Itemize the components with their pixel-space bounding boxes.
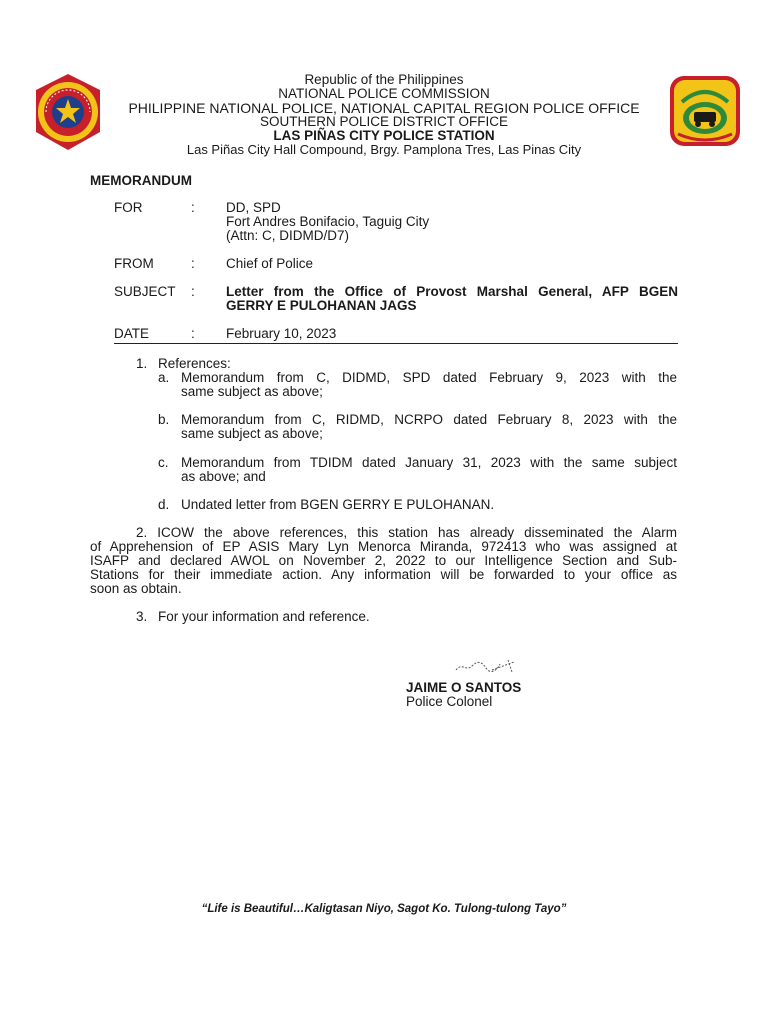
para2-line2: of Apprehension of EP ASIS Mary Lyn Menorca Miranda, 972413 who was assigned at: [90, 539, 677, 554]
para2-line4: Stations for their immediate action. Any information will be forwarded to your office as: [90, 567, 677, 582]
from-colon: :: [191, 256, 195, 271]
header-station-name: LAS PIÑAS CITY POLICE STATION: [273, 128, 495, 143]
para2-line5: soon as obtain.: [90, 581, 182, 596]
ref-a-line1: Memorandum from C, DIDMD, SPD dated February 9, 2023 with the: [181, 370, 677, 385]
ref-d-line1: Undated letter from BGEN GERRY E PULOHANAN.: [181, 497, 495, 512]
from-value: Chief of Police: [226, 256, 314, 271]
para1-title: References:: [158, 356, 231, 371]
ref-a-letter: a.: [158, 370, 170, 385]
ref-c-letter: c.: [158, 455, 169, 470]
signature-scribble: [452, 656, 522, 676]
para3-number: 3.: [136, 609, 148, 624]
ref-c-line2: as above; and: [181, 469, 266, 484]
signatory-name: JAIME O SANTOS: [406, 680, 522, 695]
subject-label: SUBJECT: [114, 284, 176, 299]
date-value: February 10, 2023: [226, 326, 337, 341]
date-label: DATE: [114, 326, 150, 341]
for-colon: :: [191, 200, 195, 215]
header-napolcom: NATIONAL POLICE COMMISSION: [278, 86, 490, 101]
signatory-rank: Police Colonel: [406, 694, 493, 709]
para1-number: 1.: [136, 356, 148, 371]
date-colon: :: [191, 326, 195, 341]
ref-b-letter: b.: [158, 412, 170, 427]
para2-line1: 2. ICOW the above references, this station has already disseminated the Alarm: [136, 525, 677, 540]
header-divider: [114, 343, 678, 344]
memo-title: MEMORANDUM: [90, 173, 192, 188]
for-address: Fort Andres Bonifacio, Taguig City: [226, 214, 430, 229]
subject-line-2: GERRY E PULOHANAN JAGS: [226, 298, 417, 313]
header-address: Las Piñas City Hall Compound, Brgy. Pamplona Tres, Las Pinas City: [186, 142, 582, 157]
para3-text: For your information and reference.: [158, 609, 370, 624]
ref-b-line1: Memorandum from C, RIDMD, NCRPO dated February 8, 2023 with the: [181, 412, 677, 427]
para2-line3: ISAFP and declared AWOL on November 2, 2022 to our Intelligence Section and Sub-: [90, 553, 677, 568]
header-republic: Republic of the Philippines: [304, 72, 464, 87]
ref-c-line1: Memorandum from TDIDM dated January 31, 2023 with the same subject: [181, 455, 677, 470]
for-attention: (Attn: C, DIDMD/D7): [226, 228, 350, 243]
handwritten-signature-icon: [452, 656, 522, 676]
header-spd: SOUTHERN POLICE DISTRICT OFFICE: [259, 114, 509, 129]
for-label: FOR: [114, 200, 143, 215]
ref-a-line2: same subject as above;: [181, 384, 323, 399]
header-pnp-ncrpo: PHILIPPINE NATIONAL POLICE, NATIONAL CAPITAL REGION POLICE OFFICE: [128, 100, 640, 116]
for-recipient: DD, SPD: [226, 200, 281, 215]
ref-d-letter: d.: [158, 497, 170, 512]
subject-line-1: Letter from the Office of Provost Marshal General, AFP BGEN: [226, 284, 678, 299]
subject-colon: :: [191, 284, 195, 299]
footer-motto: “Life is Beautiful…Kaligtasan Niyo, Sagot Ko. Tulong-tulong Tayo”: [201, 903, 567, 915]
ref-b-line2: same subject as above;: [181, 426, 323, 441]
from-label: FROM: [114, 256, 154, 271]
